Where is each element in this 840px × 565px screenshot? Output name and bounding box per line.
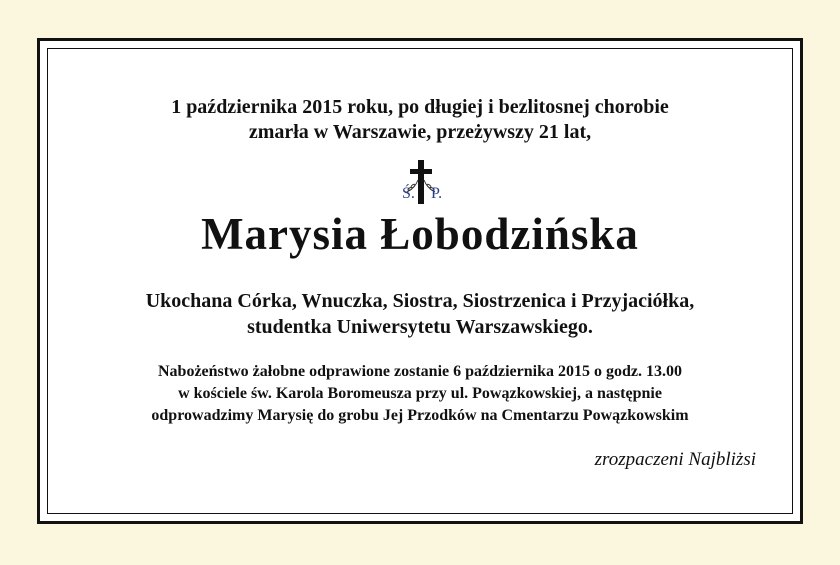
service-line-2: w kościele św. Karola Boromeusza przy ul. Powązkowskiej, a następnie bbox=[178, 385, 662, 402]
sp-right-letter: P. bbox=[431, 185, 443, 202]
obituary-notice bbox=[47, 48, 793, 514]
relation-line-2: studentka Uniwersytetu Warszawskiego. bbox=[247, 316, 593, 338]
signature: zrozpaczeni Najbliżsi bbox=[594, 449, 756, 470]
relation-line-1: Ukochana Córka, Wnuczka, Siostra, Siostrzenica i Przyjaciółka, bbox=[145, 290, 695, 312]
service-line-3: odprowadzimy Marysię do grobu Jej Przodków na Cmentarzu Powązkowskim bbox=[151, 407, 689, 424]
intro-line-1: 1 października 2015 roku, po długiej i bezlitosnej chorobie bbox=[171, 96, 669, 118]
intro-line-2: zmarła w Warszawie, przeżywszy 21 lat, bbox=[248, 121, 592, 143]
service-line-1: Nabożeństwo żałobne odprawione zostanie 6 października 2015 o godz. 13.00 bbox=[158, 363, 682, 380]
sp-left-letter: Ś. bbox=[402, 185, 415, 202]
deceased-name: Marysia Łobodzińska bbox=[201, 209, 639, 259]
